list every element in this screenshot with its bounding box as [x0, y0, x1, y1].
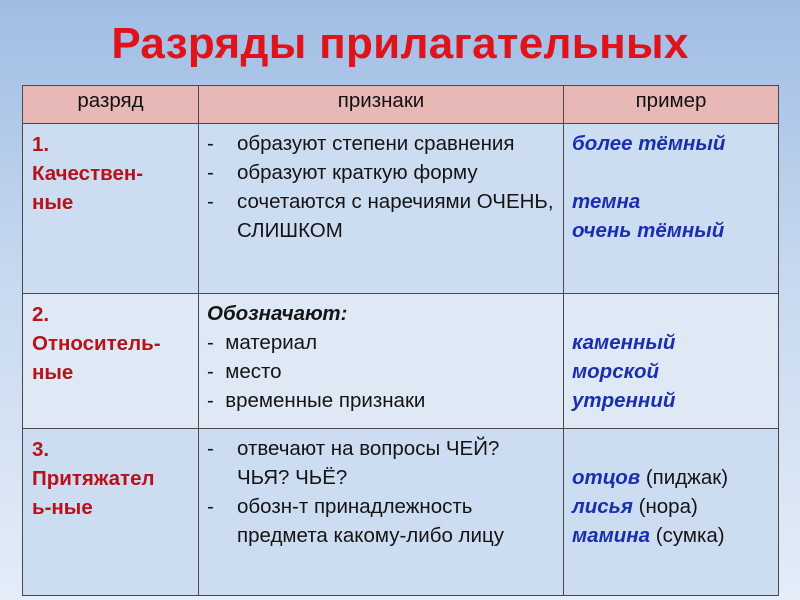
category-number: 1.: [32, 133, 50, 156]
feature-item: - образуют степени сравнения: [207, 132, 515, 155]
features-cell: [199, 124, 564, 294]
example-noun: (пиджак): [645, 466, 729, 489]
example-word: каменный: [572, 331, 676, 354]
feature-item: - образуют краткую форму: [207, 161, 478, 184]
features-cell: [199, 429, 564, 596]
header-example: пример: [564, 86, 779, 124]
feature-item: - материал: [207, 331, 318, 354]
example-word: очень тёмный: [572, 219, 725, 242]
header-category: разряд: [23, 86, 199, 124]
table-row-qualitative: [23, 124, 779, 294]
example-word: утренний: [572, 389, 676, 412]
feature-item: - временные признаки: [207, 389, 426, 412]
feature-item: - отвечают на вопросы ЧЕЙ? ЧЬЯ? ЧЬЁ?: [207, 437, 500, 489]
examples-cell: [564, 124, 779, 294]
category-number: 3.: [32, 438, 50, 461]
category-cell: [23, 429, 199, 596]
category-cell: [23, 124, 199, 294]
example-pair: [572, 492, 774, 521]
example-pair: [572, 463, 774, 492]
table-header-row: [23, 86, 779, 124]
feature-item: - место: [207, 360, 282, 383]
table-row-possessive: [23, 429, 779, 596]
category-name-part: Относитель-: [32, 332, 161, 355]
example-noun: (нора): [638, 495, 698, 518]
header-features: признаки: [199, 86, 564, 124]
example-word: морской: [572, 360, 660, 383]
category-name-part: ь-ные: [32, 496, 93, 519]
example-word: лисья: [572, 495, 633, 518]
category-name-part: Притяжател: [32, 467, 155, 490]
examples-cell: [564, 294, 779, 429]
example-word: более тёмный: [572, 132, 726, 155]
category-number: 2.: [32, 303, 50, 326]
page-title: Разряды прилагательных: [111, 19, 689, 68]
table-row-relative: [23, 294, 779, 429]
feature-item: - обозн-т принадлежность предмета какому-либо лицу: [207, 495, 504, 547]
example-noun: (сумка): [655, 524, 725, 547]
example-word: мамина: [572, 524, 651, 547]
adjective-categories-table: [22, 85, 779, 596]
features-cell: [199, 294, 564, 429]
category-cell: [23, 294, 199, 429]
example-pair: [572, 521, 774, 550]
feature-item: - сочетаются с наречиями ОЧЕНЬ, СЛИШКОМ: [207, 190, 554, 242]
category-name-part: ные: [32, 191, 74, 214]
example-word: отцов: [572, 466, 641, 489]
examples-cell: [564, 429, 779, 596]
example-word: темна: [572, 190, 641, 213]
features-heading: Обозначают:: [207, 302, 348, 325]
category-name-part: Качествен-: [32, 162, 144, 185]
category-name-part: ные: [32, 361, 74, 384]
